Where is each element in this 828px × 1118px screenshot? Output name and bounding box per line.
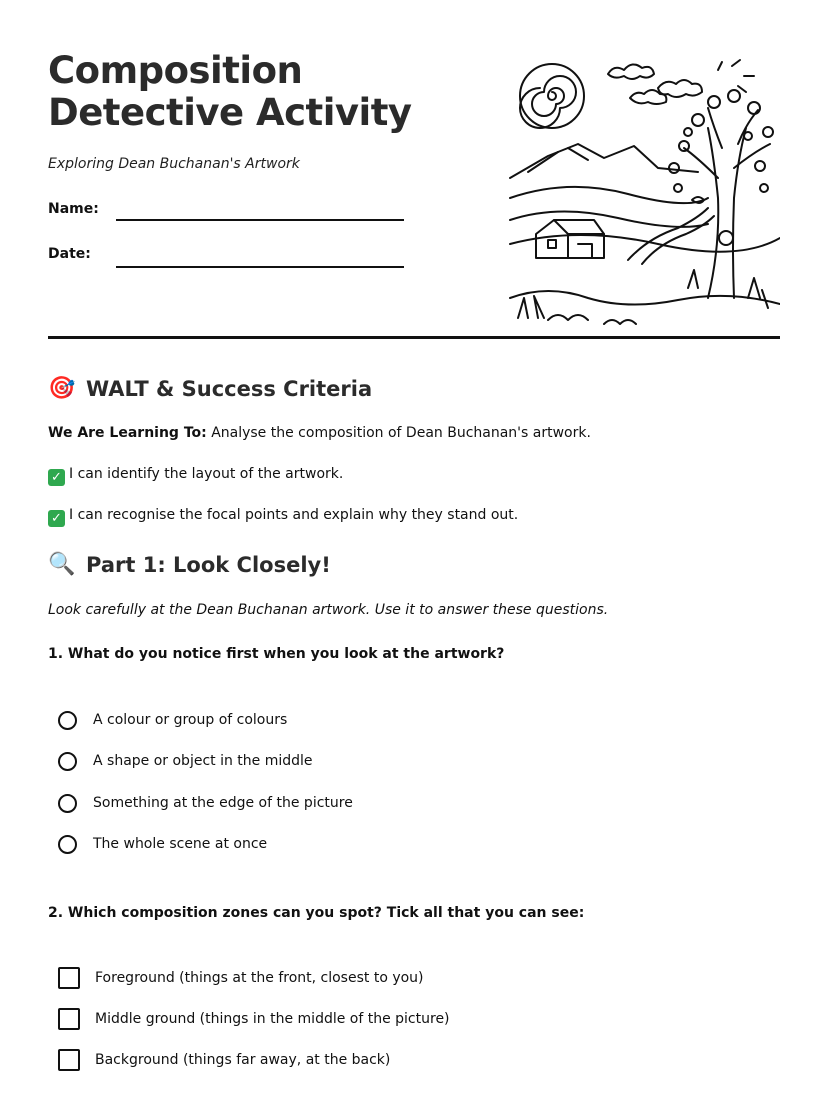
q1-option[interactable] — [58, 708, 287, 732]
q2-option[interactable] — [58, 1007, 450, 1031]
q2-option[interactable] — [58, 966, 424, 990]
walt-heading — [48, 376, 372, 401]
page-subtitle: Exploring Dean Buchanan's Artwork — [48, 156, 300, 172]
page-title: Composition Detective Activity — [48, 49, 412, 134]
question-1: 1. What do you notice first when you look at the artwork? — [48, 646, 505, 662]
radio-button[interactable] — [58, 711, 77, 730]
checkbox[interactable] — [58, 967, 80, 989]
success-criterion — [48, 466, 343, 486]
option-label: Middle ground (things in the middle of the picture) — [95, 1011, 450, 1027]
q2-option[interactable] — [58, 1048, 390, 1072]
walt-heading-text: WALT & Success Criteria — [86, 376, 373, 401]
radio-button[interactable] — [58, 835, 77, 854]
q1-option[interactable] — [58, 791, 353, 815]
option-label: Foreground (things at the front, closest to you) — [95, 970, 424, 986]
checkmark-icon: ✓ — [48, 469, 65, 486]
header-divider — [48, 336, 780, 339]
target-icon: 🎯 — [48, 376, 76, 401]
option-label: Something at the edge of the picture — [93, 795, 353, 811]
option-label: The whole scene at once — [93, 836, 268, 852]
checkbox[interactable] — [58, 1049, 80, 1071]
option-label: A colour or group of colours — [93, 712, 288, 728]
name-field[interactable] — [116, 219, 404, 221]
checkbox[interactable] — [58, 1008, 80, 1030]
learning-text: Analyse the composition of Dean Buchanan's artwork. — [211, 425, 591, 441]
q1-option[interactable] — [58, 749, 313, 773]
part1-heading-text: Part 1: Look Closely! — [86, 552, 331, 577]
part1-heading — [48, 552, 331, 577]
learning-intention — [48, 425, 591, 441]
landscape-illustration — [508, 48, 780, 328]
criterion-text: I can identify the layout of the artwork. — [69, 466, 344, 482]
name-label: Name: — [48, 201, 99, 217]
radio-button[interactable] — [58, 752, 77, 771]
date-label: Date: — [48, 246, 91, 262]
learning-label: We Are Learning To: — [48, 425, 207, 441]
success-criterion — [48, 507, 518, 527]
magnifier-icon: 🔍 — [48, 552, 76, 577]
radio-button[interactable] — [58, 794, 77, 813]
date-field[interactable] — [116, 266, 404, 268]
question-2: 2. Which composition zones can you spot? Tick all that you can see: — [48, 905, 585, 921]
checkmark-icon: ✓ — [48, 510, 65, 527]
criterion-text: I can recognise the focal points and explain why they stand out. — [69, 507, 519, 523]
option-label: Background (things far away, at the back) — [95, 1052, 391, 1068]
part1-intro: Look carefully at the Dean Buchanan artwork. Use it to answer these questions. — [48, 602, 609, 618]
option-label: A shape or object in the middle — [93, 753, 313, 769]
q1-option[interactable] — [58, 832, 267, 856]
